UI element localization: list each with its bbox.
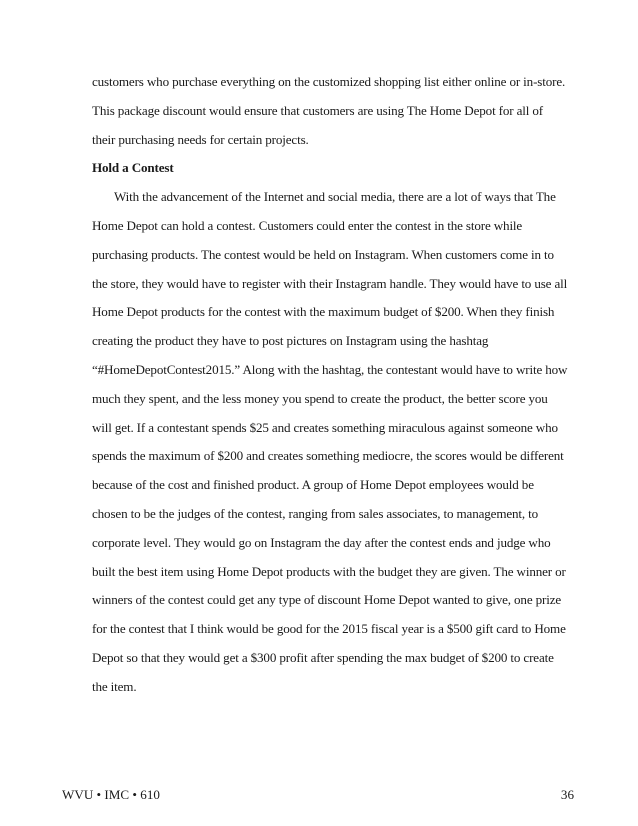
body-text	[92, 68, 582, 702]
footer-course-label: WVU • IMC • 610	[62, 787, 160, 802]
text-line: winners of the contest could get any type of discount Home Depot wanted to give, one prize	[92, 592, 562, 608]
text-line: for the contest that I think would be good for the 2015 fiscal year is a $500 gift card to Home	[92, 621, 566, 637]
text-line: “#HomeDepotContest2015.” Along with the hashtag, the contestant would have to write how	[92, 361, 568, 377]
text-line: much they spent, and the less money you spend to create the product, the better score you	[92, 390, 548, 406]
page-footer	[62, 785, 574, 805]
text-line: the item.	[92, 678, 137, 694]
text-line: spends the maximum of $200 and creates something mediocre, the scores would be different	[92, 448, 564, 464]
section-heading: Hold a Contest	[92, 160, 174, 176]
text-line: This package discount would ensure that customers are using The Home Depot for all of	[92, 102, 543, 118]
paragraph-first-line: With the advancement of the Internet and social media, there are a lot of ways that The	[114, 189, 556, 205]
text-line: customers who purchase everything on the customized shopping list either online or in-store.	[92, 74, 566, 89]
text-line: chosen to be the judges of the contest, ranging from sales associates, to management, to	[92, 505, 539, 521]
page-number: 36	[560, 787, 574, 802]
text-line: because of the cost and finished product. A group of Home Depot employees would be	[92, 477, 534, 493]
text-line: creating the product they have to post pictures on Instagram using the hashtag	[92, 333, 489, 349]
text-line: the store, they would have to register with their Instagram handle. They would have to use all	[92, 275, 568, 291]
text-line: Depot so that they would get a $300 profit after spending the max budget of $200 to create	[92, 649, 554, 665]
text-line: corporate level. They would go on Instagram the day after the contest ends and judge who	[92, 534, 551, 550]
text-line: will get. If a contestant spends $25 and creates something miraculous against someone who	[92, 419, 558, 435]
text-line: purchasing products. The contest would be held on Instagram. When customers come in to	[92, 246, 554, 262]
text-line: Home Depot products for the contest with the maximum budget of $200. When they finish	[92, 304, 555, 320]
text-line: built the best item using Home Depot products with the budget they are given. The winner or	[92, 563, 566, 579]
text-line: Home Depot can hold a contest. Customers could enter the contest in the store while	[92, 217, 523, 233]
text-line: their purchasing needs for certain projects.	[92, 131, 309, 147]
